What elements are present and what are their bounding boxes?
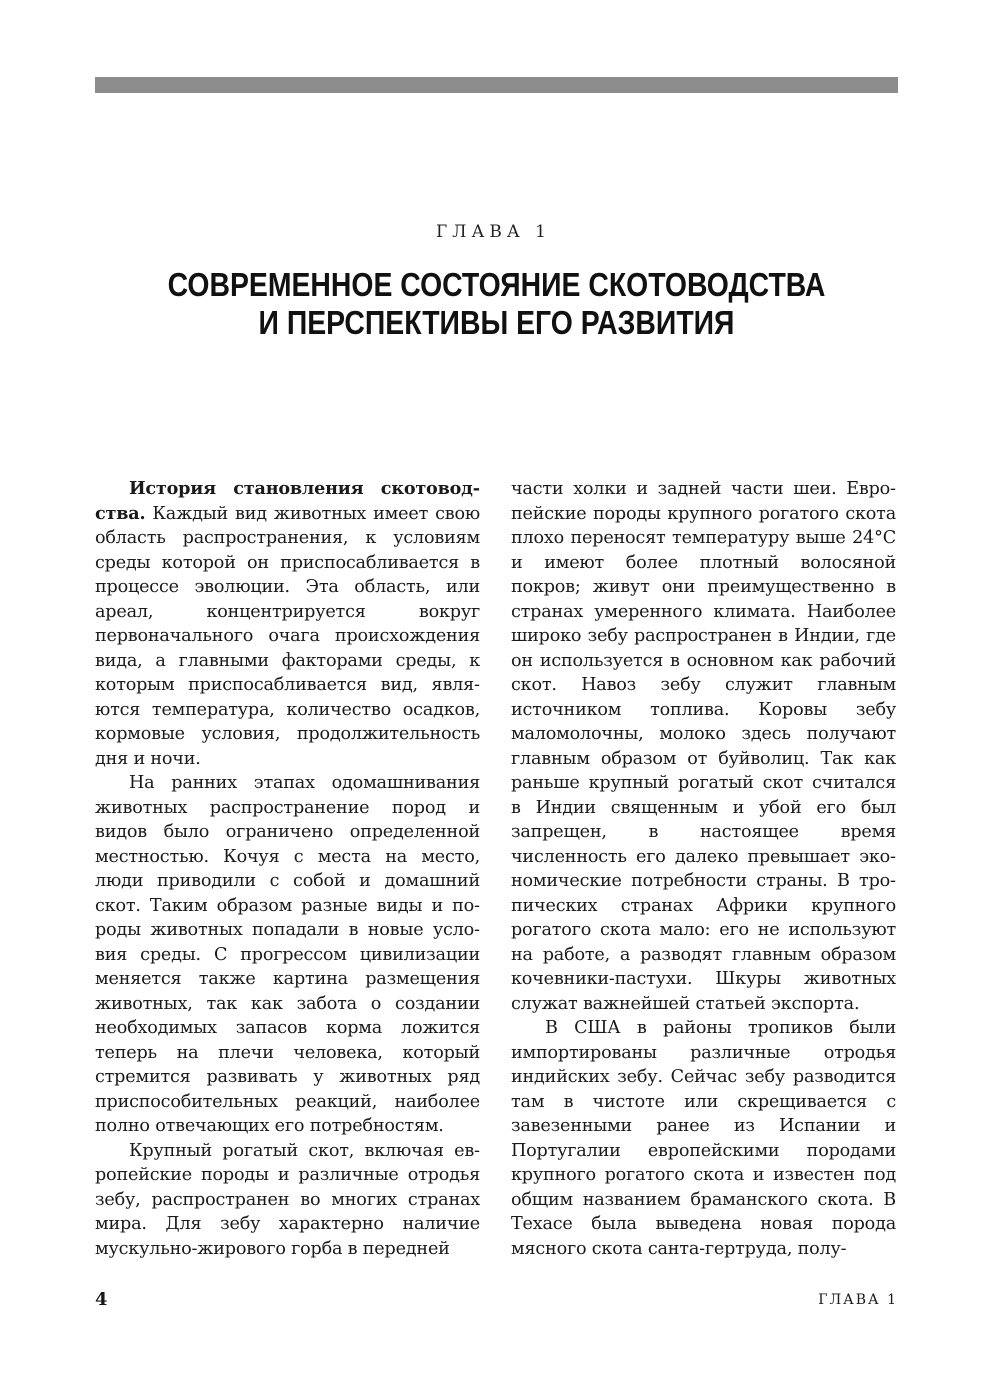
running-footer: ГЛАВА 1: [818, 1292, 898, 1308]
page-number: 4: [95, 1289, 108, 1310]
chapter-title-line-2: И ПЕРСПЕКТИВЫ ЕГО РАЗВИТИЯ: [258, 304, 735, 341]
section-lead-heading: История становления скотоводства.: [95, 478, 480, 524]
chapter-label: ГЛАВА 1: [436, 222, 551, 242]
paragraph-domestication: На ранних этапах одомашнивания животных распространение пород и видов было ограничено определенной местностью. Кочуя с места на место, люди приводили с собой и домашний скот. Таким образом разные виды и породы животных попадали в новые условия среды. С прогрессом цивилизации меняется также картина размещения животных, так как забота о создании необходимых запасов корма ложится теперь на плечи человека, который стремится развивать у животных ряд приспособительных реакций, наиболее полно отвечающих его потребностям.: [95, 773, 480, 1136]
paragraph-usa: В США в районы тропиков были импортированы различные отродья индийских зебу. Сейчас зебу разводится там в чистоте или скрещивается с завезенными ранее из Испании и Португалии европейскими породами крупного рогатого скота и известен под общим названием браманского скота. В Техасе была выведена новая порода мясного скота санта-гертруда, полу-: [511, 1018, 896, 1259]
paragraph-history-text: Каждый вид животных имеет свою область распространения, к условиям среды которой он приспосабливается в процессе эволюции. Эта область, или ареал, концентрируется вокруг первоначального очага происхождения вида, а главными факторами среды, к которым приспосабливается вид, являются температура, количество осадков, кормовые условия, продолжительность дня и ночи.: [95, 503, 480, 769]
paragraph-history: [95, 477, 480, 771]
chapter-title-line-1: СОВРЕМЕННОЕ СОСТОЯНИЕ СКОТОВОДСТВА: [167, 266, 826, 303]
paragraph-cattle-distribution: Крупный рогатый скот, включая европейские породы и различные отродья зебу, распространен во многих странах мира. Для зебу характерно наличие мускульно-жирового горба в передней: [95, 1140, 480, 1259]
paragraph-zebu-continued: части холки и задней части шеи. Европейские породы крупного рогатого скота плохо переносят температуру выше 24°C и имеют более плотный волосяной покров; живут они преимущественно в странах умеренного климата. Наиболее широко зебу распространен в Индии, где он используется в основном как рабочий скот. Навоз зебу служит главным источником топлива. Коровы зебу маломолочны, молоко здесь получают главным образом от буйволиц. Так как раньше крупный рогатый скот считался в Индии священным и убой его был запрещен, в настоящее время численность его далеко превышает экономические потребности страны. В тропических странах Африки крупного рогатого скота мало: его не используют на работе, а разводят главным образом кочевники-пастухи. Шкуры животных служат важнейшей статьей экспорта.: [511, 479, 896, 1014]
chapter-title: [151, 266, 842, 342]
left-column: [95, 477, 480, 1261]
right-column: [511, 477, 896, 1261]
header-rule: [95, 77, 898, 93]
